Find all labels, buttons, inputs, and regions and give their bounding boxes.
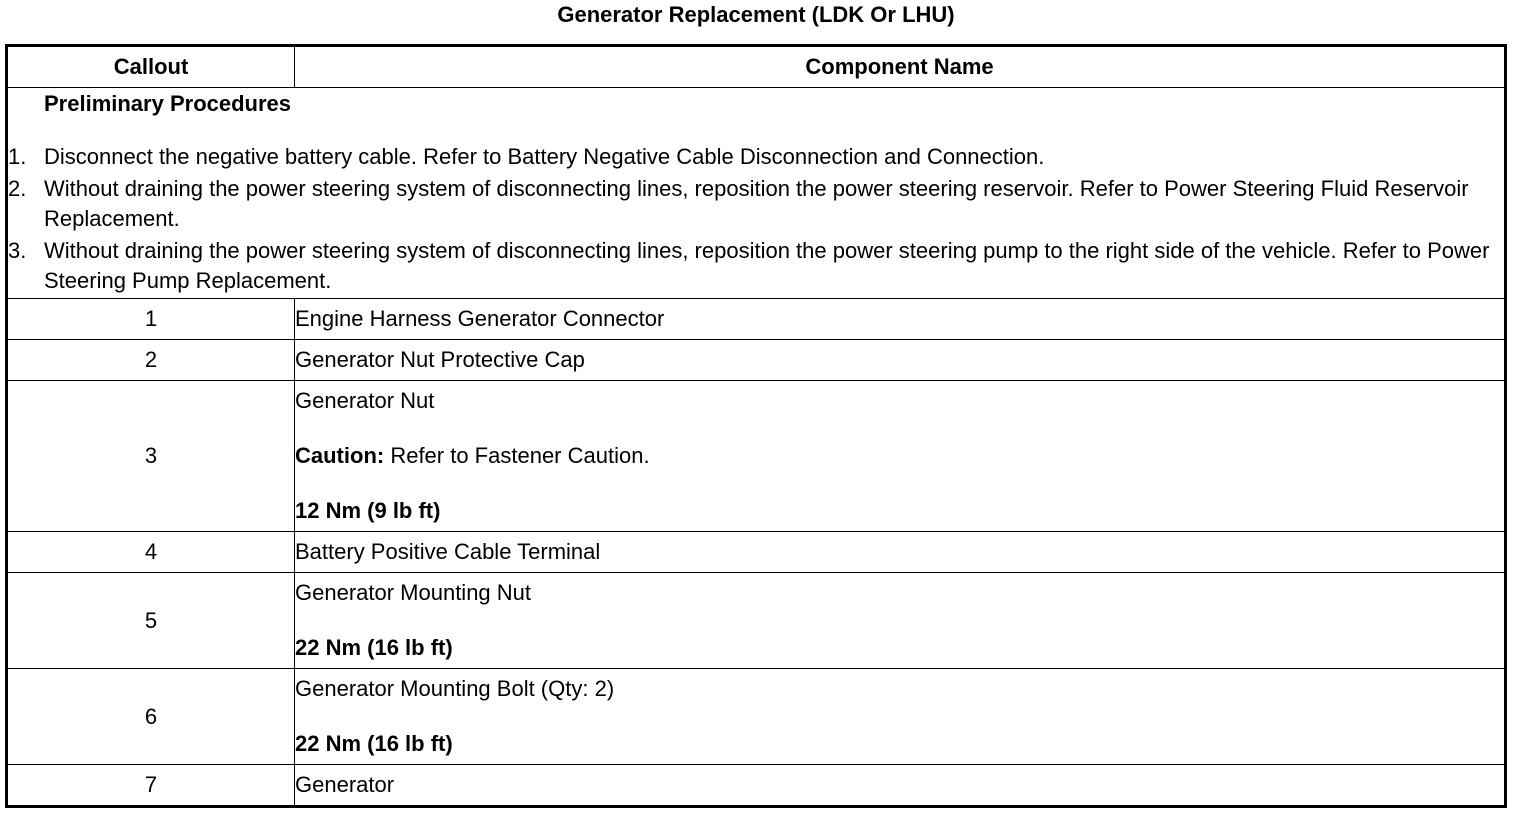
table-row xyxy=(7,669,1506,765)
preliminary-steps xyxy=(8,142,1504,296)
callout-cell: 6 xyxy=(7,669,295,765)
step-text: Without draining the power steering system of disconnecting lines, reposition the power steering pump to the right side of the vehicle. Refer to Power Steering Pump Replacement. xyxy=(44,238,1490,293)
step-number: 1. xyxy=(8,144,27,169)
preliminary-step xyxy=(8,174,1504,234)
caution-note xyxy=(295,440,1504,472)
component-name: Generator Mounting Bolt (Qty: 2) xyxy=(295,676,615,701)
table-row xyxy=(7,573,1506,669)
table-row xyxy=(7,299,1506,340)
callout-header: Callout xyxy=(7,46,295,88)
component-name-cell: Battery Positive Cable Terminal xyxy=(295,532,1506,573)
component-name-cell: Generator Nut Protective Cap xyxy=(295,340,1506,381)
torque-spec: 22 Nm (16 lb ft) xyxy=(295,731,453,756)
callout-cell: 7 xyxy=(7,765,295,807)
component-name-cell xyxy=(295,669,1506,765)
callout-cell: 5 xyxy=(7,573,295,669)
step-number: 2. xyxy=(8,176,27,201)
preliminary-heading: Preliminary Procedures xyxy=(44,91,292,116)
callout-cell: 1 xyxy=(7,299,295,340)
torque-spec: 22 Nm (16 lb ft) xyxy=(295,635,453,660)
component-name-cell: Generator xyxy=(295,765,1506,807)
table-row xyxy=(7,340,1506,381)
table-row xyxy=(7,532,1506,573)
component-name: Generator Mounting Nut xyxy=(295,580,532,605)
preliminary-procedures xyxy=(7,88,1506,299)
component-name: Generator Nut xyxy=(295,388,435,413)
callout-cell: 4 xyxy=(7,532,295,573)
step-number: 3. xyxy=(8,238,27,263)
caution-text: Refer to Fastener Caution. xyxy=(384,443,650,468)
page-title: Generator Replacement (LDK Or LHU) xyxy=(557,2,955,27)
component-name-cell xyxy=(295,573,1506,669)
callout-cell: 3 xyxy=(7,381,295,532)
table-row xyxy=(7,765,1506,807)
component-name-cell xyxy=(295,381,1506,532)
callout-cell: 2 xyxy=(7,340,295,381)
table-header-row xyxy=(7,46,1506,88)
step-text: Without draining the power steering system of disconnecting lines, reposition the power steering reservoir. Refer to Power Steering Fluid Reservoir Replacement. xyxy=(44,176,1469,231)
table-row xyxy=(7,381,1506,532)
caution-label: Caution: xyxy=(295,443,385,468)
preliminary-step xyxy=(8,142,1504,172)
torque-spec: 12 Nm (9 lb ft) xyxy=(295,498,441,523)
component-name-cell: Engine Harness Generator Connector xyxy=(295,299,1506,340)
preliminary-step xyxy=(8,236,1504,296)
component-name-header: Component Name xyxy=(295,46,1506,88)
procedure-table xyxy=(5,44,1507,808)
preliminary-row xyxy=(7,88,1506,299)
step-text: Disconnect the negative battery cable. Refer to Battery Negative Cable Disconnection and Connection. xyxy=(44,144,1045,169)
